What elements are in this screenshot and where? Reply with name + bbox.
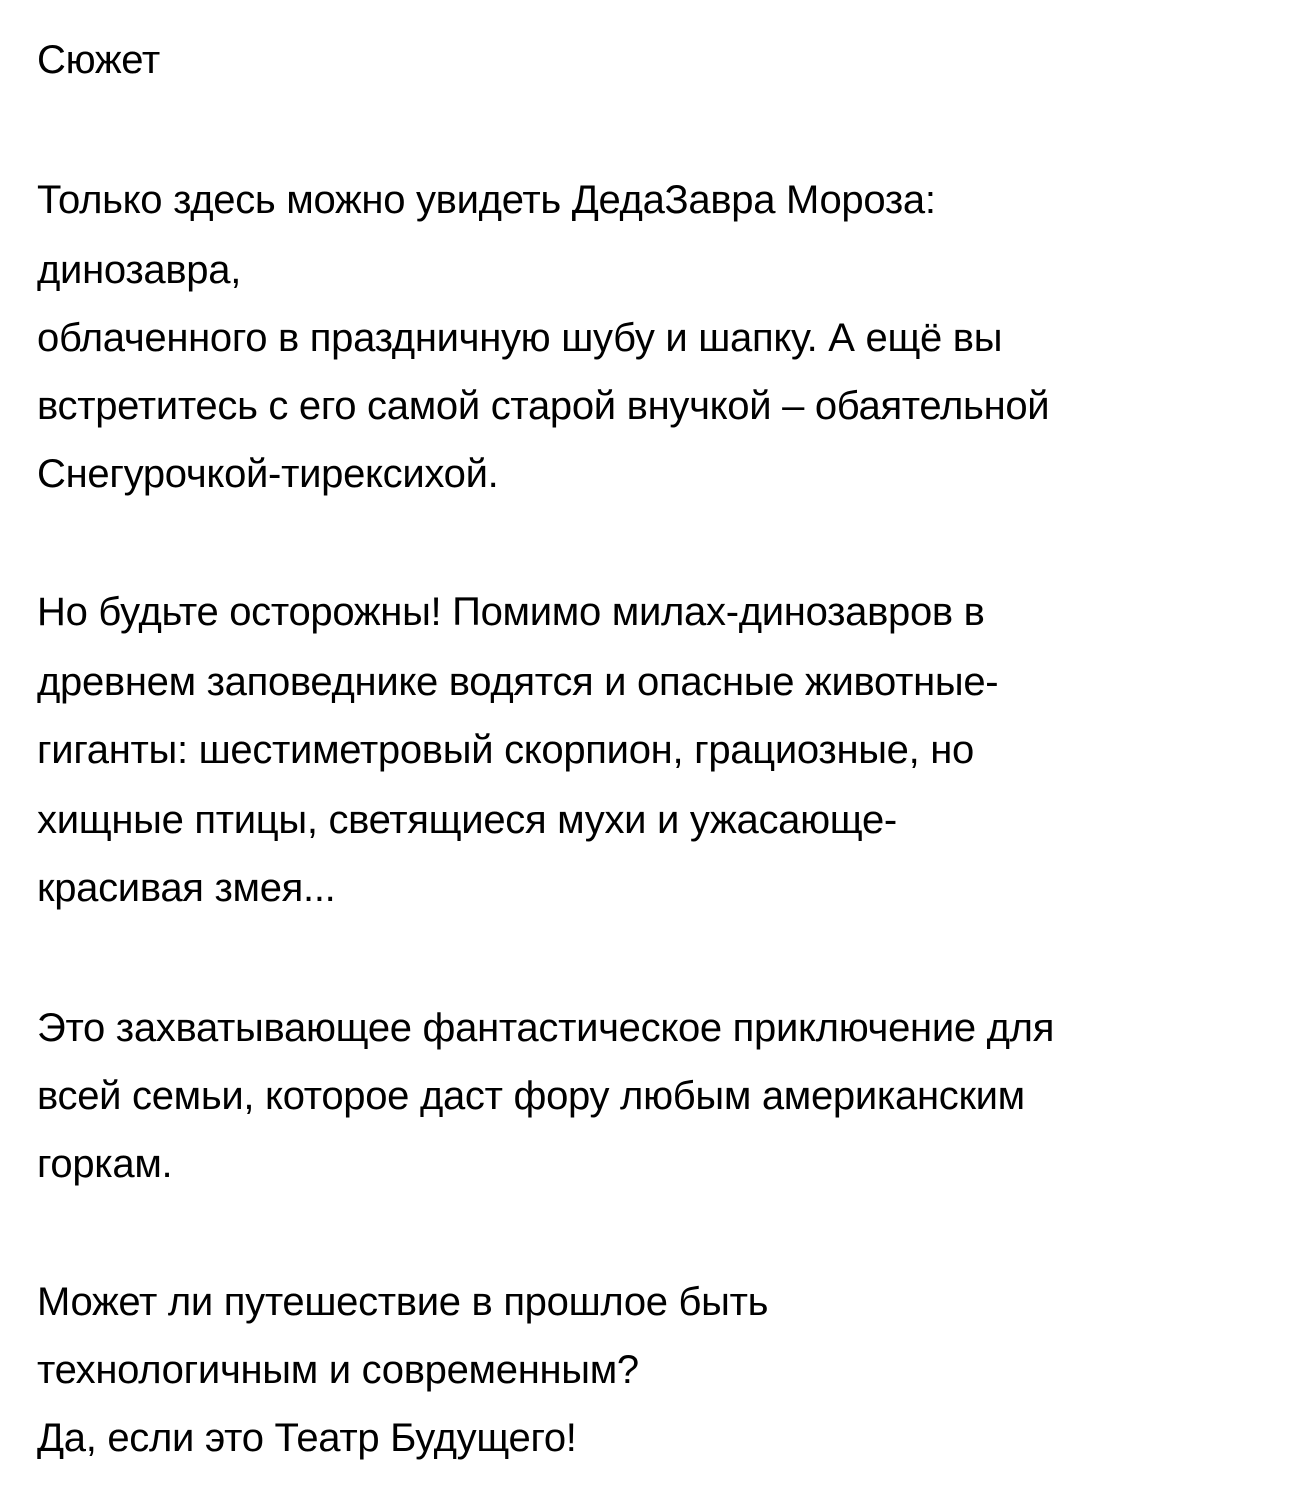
paragraph-1-line-3: облаченного в праздничную шубу и шапку. А ещё вы (37, 316, 1003, 360)
paragraph-2-line-2: древнем заповеднике водятся и опасные животные- (37, 660, 999, 704)
paragraph-4-line-1: Может ли путешествие в прошлое быть (37, 1280, 769, 1324)
paragraph-3-line-1: Это захватывающее фантастическое приключение для (37, 1006, 1055, 1050)
paragraph-1-line-1: Только здесь можно увидеть ДедаЗавра Мороза: (37, 178, 936, 222)
paragraph-2-line-5: красивая змея... (37, 866, 336, 910)
paragraph-4-line-2: технологичным и современным? (37, 1348, 639, 1392)
paragraph-4-line-3: Да, если это Театр Будущего! (37, 1416, 577, 1460)
paragraph-3-line-3: горкам. (37, 1142, 173, 1186)
paragraph-1-line-2: динозавра, (37, 248, 242, 292)
paragraph-2-line-1: Но будьте осторожны! Помимо милах-динозавров в (37, 590, 985, 634)
paragraph-2-line-3: гиганты: шестиметровый скорпион, грациозные, но (37, 728, 974, 772)
section-heading: Сюжет (37, 38, 160, 82)
paragraph-2-line-4: хищные птицы, светящиеся мухи и ужасающе- (37, 798, 897, 842)
paragraph-3-line-2: всей семьи, которое даст фору любым американским (37, 1074, 1025, 1118)
paragraph-1-line-4: встретитесь с его самой старой внучкой – обаятельной (37, 384, 1050, 428)
paragraph-1-line-5: Снегурочкой-тирексихой. (37, 452, 499, 496)
